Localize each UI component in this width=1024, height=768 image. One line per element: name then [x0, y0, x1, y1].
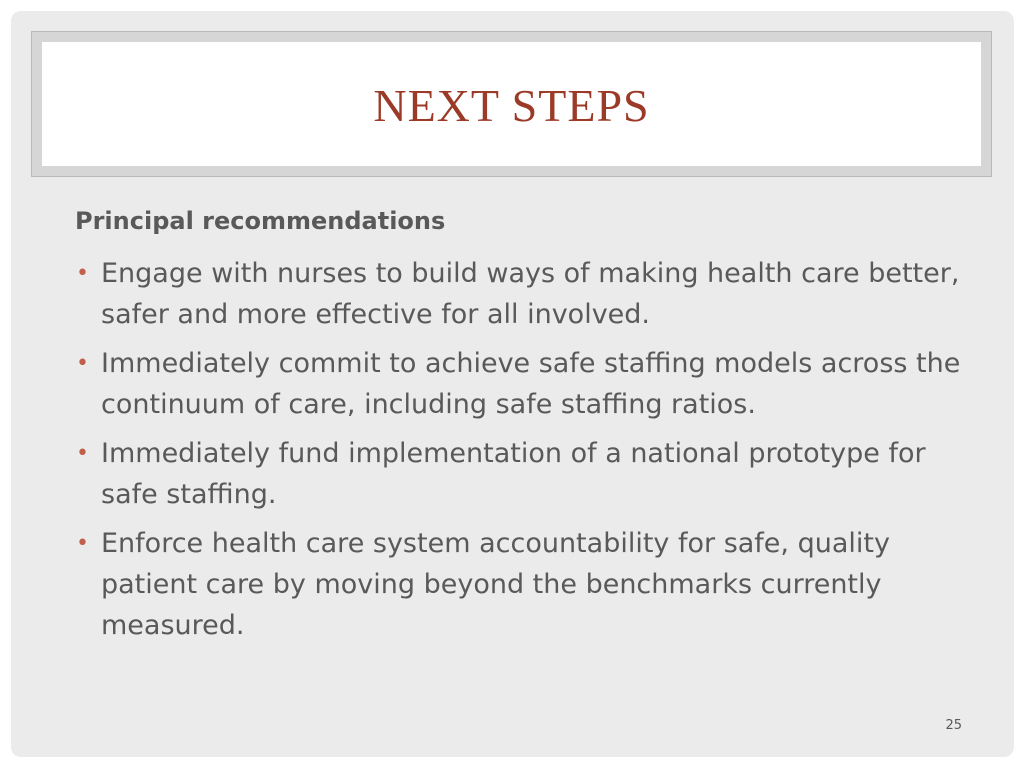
- section-heading: Principal recommendations: [75, 207, 446, 235]
- bullet-icon: •: [76, 531, 89, 556]
- bullet-item: [75, 343, 975, 425]
- slide-content: [75, 201, 975, 654]
- bullet-item: [75, 253, 975, 335]
- bullet-text: Engage with nurses to build ways of making health care better, safer and more effective for all involved.: [101, 258, 960, 330]
- bullet-text: Enforce health care system accountability for safe, quality patient care by moving beyond the benchmarks currently measured.: [101, 528, 890, 641]
- bullet-item: [75, 523, 975, 646]
- slide: [11, 11, 1014, 757]
- title-frame: [31, 31, 992, 177]
- bullet-text: Immediately commit to achieve safe staffing models across the continuum of care, including safe staffing ratios.: [101, 348, 961, 420]
- bullet-list: [75, 253, 975, 646]
- bullet-icon: •: [76, 441, 89, 466]
- bullet-text: Immediately fund implementation of a national prototype for safe staffing.: [101, 438, 926, 510]
- slide-title: NEXT STEPS: [373, 79, 650, 131]
- bullet-icon: •: [76, 261, 89, 286]
- bullet-item: [75, 433, 975, 515]
- bullet-icon: •: [76, 351, 89, 376]
- title-panel: [42, 42, 981, 166]
- page-number: 25: [945, 718, 962, 733]
